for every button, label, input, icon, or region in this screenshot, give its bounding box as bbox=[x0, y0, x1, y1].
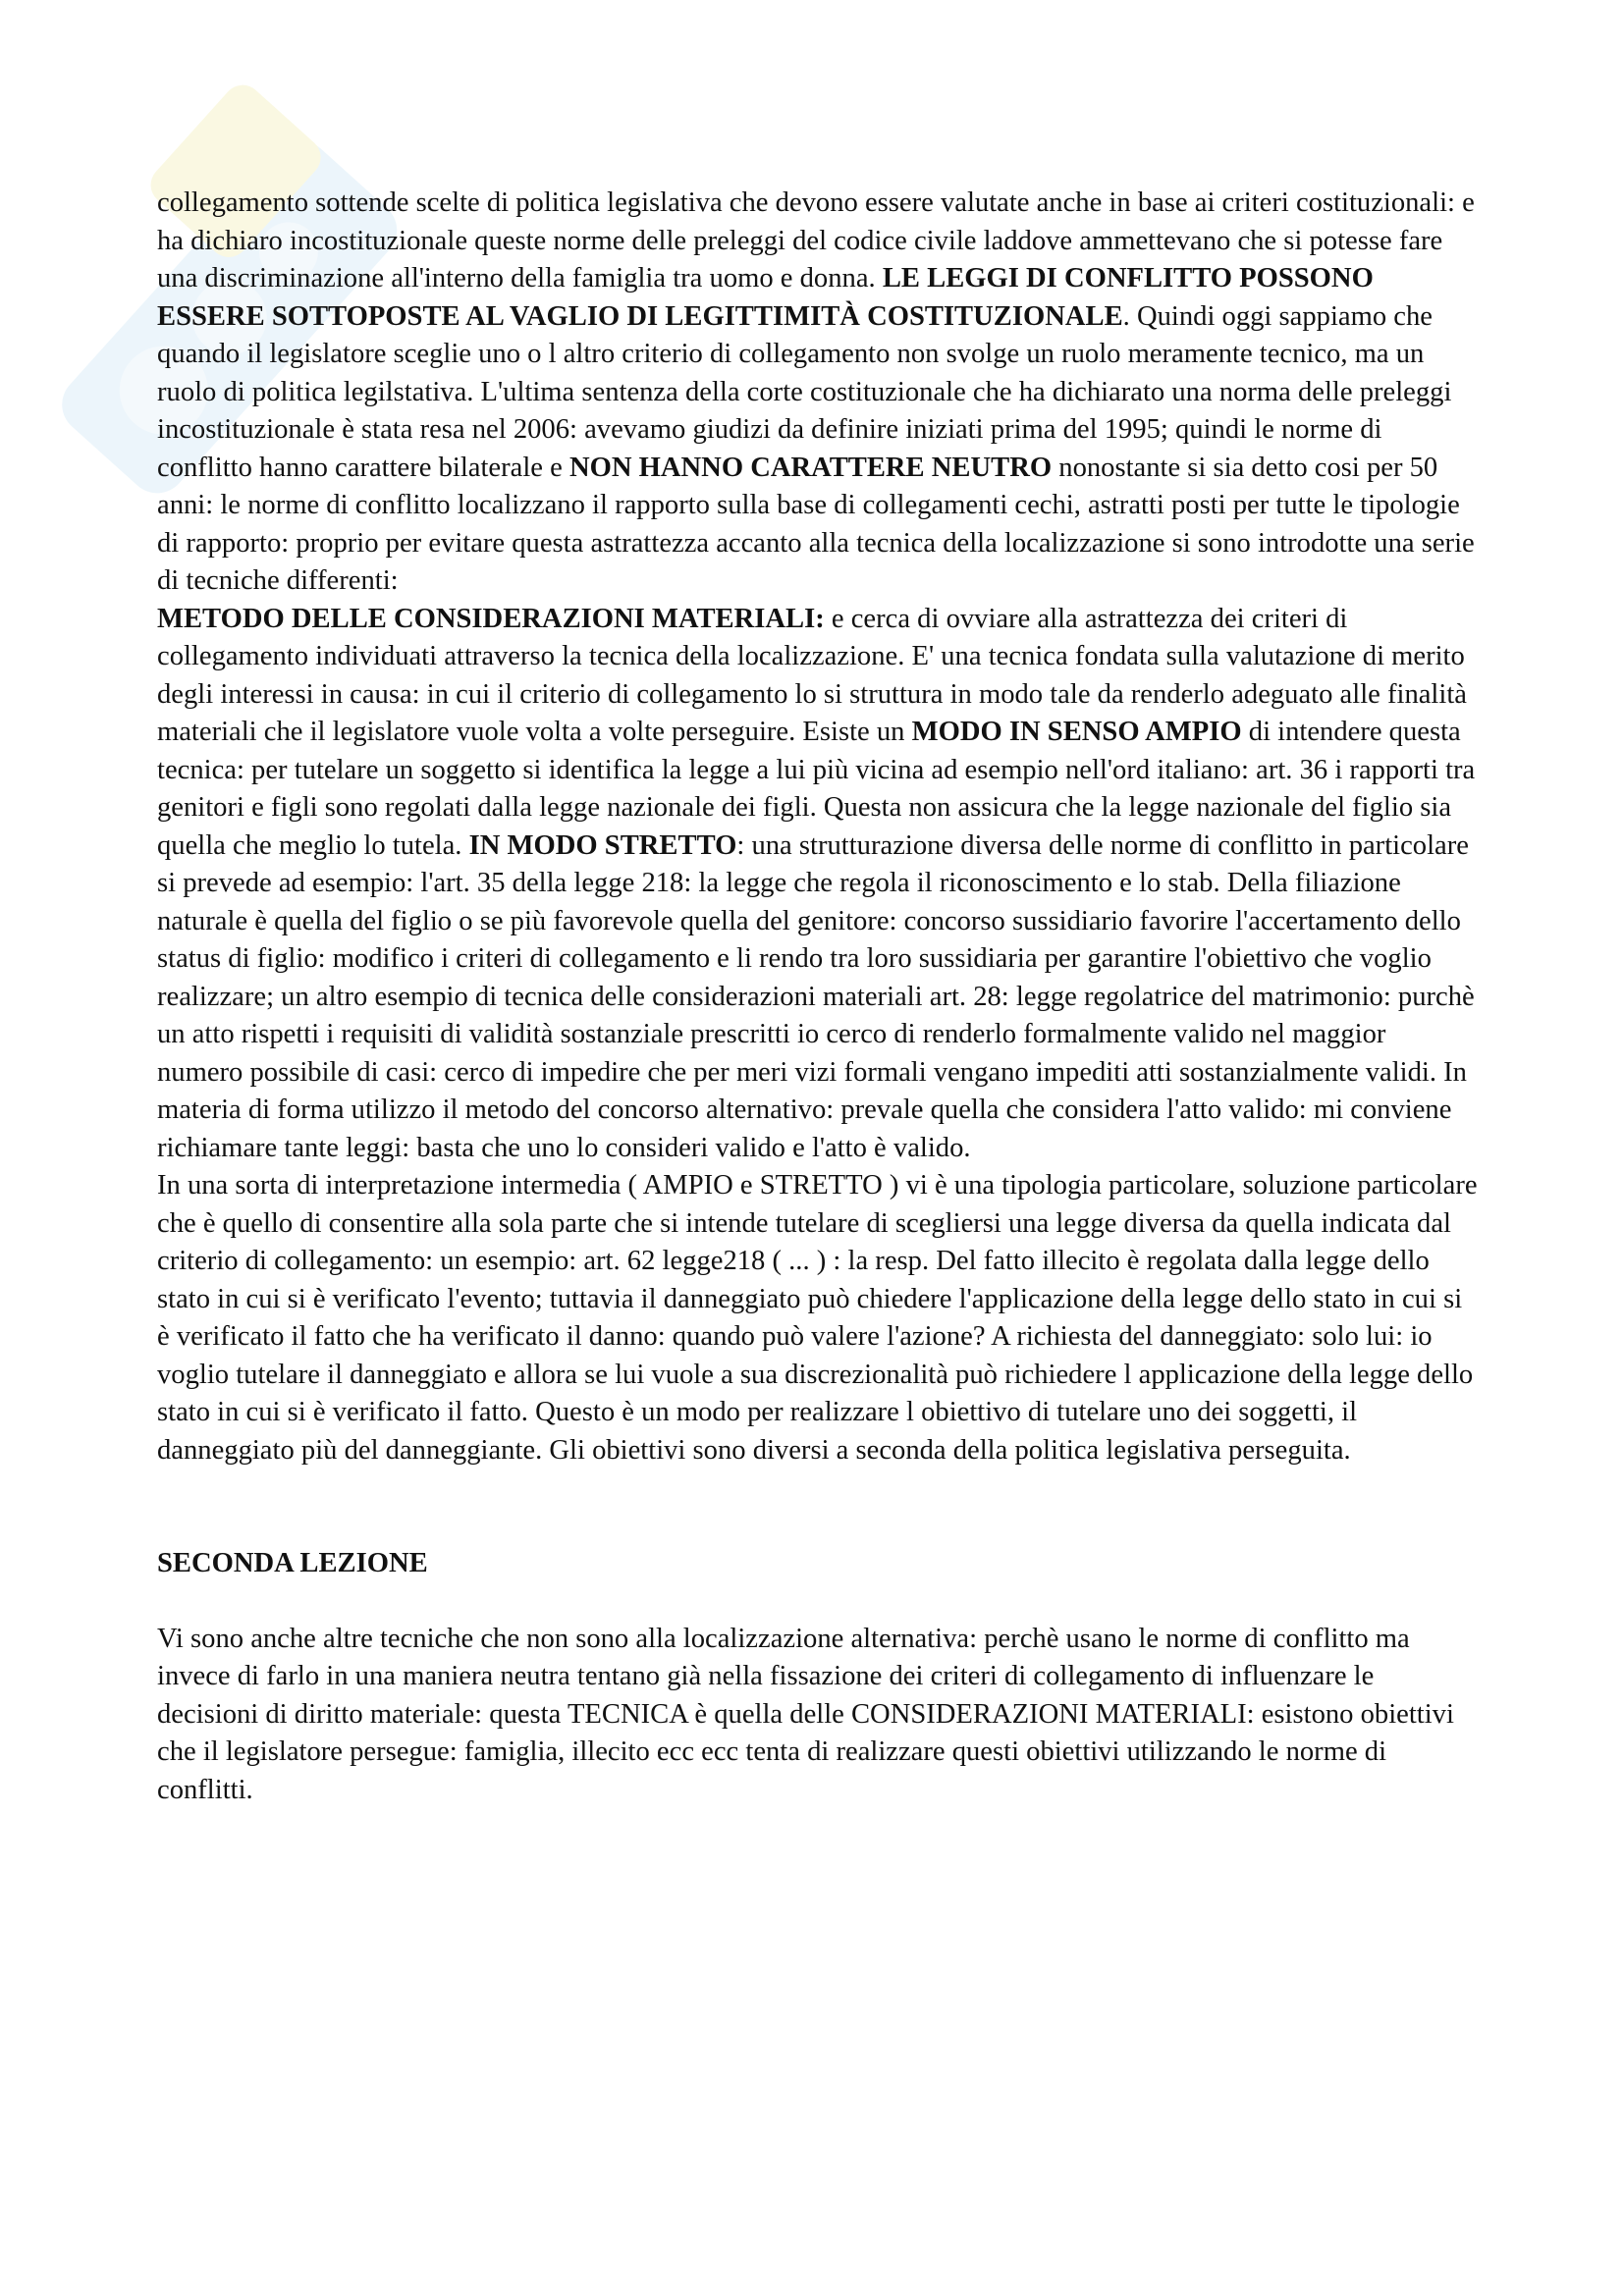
text-run: . Quindi oggi sappiamo che quando il legislatore sceglie uno o l altro criterio di collegamento non svolge un ruolo meramente tecnico, ma un ruolo di politica legilstativa. L'ultima sentenza della corte costituzionale che ha dichiarato una norma delle preleggi incostituzionale è stata resa nel 2006: avevamo giudizi da definire iniziati prima del 1995; quindi le norme di conflitto hanno carattere bilaterale e bbox=[157, 300, 1452, 483]
closing-paragraph: Vi sono anche altre tecniche che non sono alla localizzazione alternativa: perchè usano le norme di conflitto ma invece di farlo in una maniera neutra tentano già nella fissazione dei criteri di collegamento di influenzare le decisioni di diritto materiale: questa TECNICA è quella delle CONSIDERAZIONI MATERIALI: esistono obiettivi che il legislatore persegue: famiglia, illecito ecc ecc tenta di realizzare questi obiettivi utilizzando le norme di conflitti. bbox=[157, 1623, 1454, 1805]
text-run: di intendere questa tecnica: per tutelare un soggetto si identifica la legge a lui più vicina ad esempio nell'ord italiano: art. 36 i rapporti tra genitori e figli sono regolati dalla legge nazionale dei figli. Questa non assicura che la legge nazionale del figlio sia quella che meglio lo tutela. bbox=[157, 717, 1476, 861]
bold-text-run: MODO IN SENSO AMPIO bbox=[911, 717, 1242, 747]
paragraph-3 bbox=[157, 1167, 1478, 1469]
text-run: In una sorta di interpretazione intermedia ( AMPIO e STRETTO ) vi è una tipologia particolare, soluzione particolare che è quello di consentire alla sola parte che si intende tutelare di scegliersi una legge diversa da quella indicata dal criterio di collegamento: un esempio: art. 62 legge218 ( ... ) : la resp. Del fatto illecito è regolata dalla legge dello stato in cui si è verificato l'evento; tuttavia il danneggiato può chiedere l'applicazione della legge dello stato in cui si è verificato il fatto che ha verificato il danno: quando può valere l'azione? A richiesta del danneggiato: solo lui: io voglio tutelare il danneggiato e allora se lui vuole a sua discrezionalità può richiedere l applicazione della legge dello stato in cui si è verificato il fatto. Questo è un modo per realizzare l obiettivo di tutelare uno dei soggetti, il danneggiato più del danneggiante. Gli obiettivi sono diversi a seconda della politica legislativa perseguita. bbox=[157, 1170, 1478, 1466]
paragraph-2 bbox=[157, 601, 1478, 1168]
bold-text-run: METODO DELLE CONSIDERAZIONI MATERIALI: bbox=[157, 603, 825, 634]
bold-text-run: IN MODO STRETTO bbox=[468, 829, 737, 861]
text-run: collegamento sottende scelte di politica legislativa che devono essere valutate anche in base ai criteri costituzionali: e ha dichiaro incostituzionale queste norme delle preleggi del codice civile laddove ammettevano che si potesse fare una discriminazione all'interno della famiglia tra uomo e donna. bbox=[157, 187, 1475, 294]
section-heading: SECONDA LEZIONE bbox=[157, 1548, 428, 1578]
text-run: : una strutturazione diversa delle norme di conflitto in particolare si prevede ad esempio: l'art. 35 della legge 218: la legge che regola il riconoscimento e lo stab. Della filiazione naturale è quella del figlio o se più favorevole quella del genitore: concorso sussidiario favorire l'accertamento dello status di figlio: modifico i criteri di collegamento e li rendo tra loro sussidiaria per garantire l'obiettivo che voglio realizzare; un altro esempio di tecnica delle considerazioni materiali art. 28: legge regolatrice del matrimonio: purchè un atto rispetti i requisiti di validità sostanziale prescritti io cerco di renderlo formalmente valido nel maggior numero possibile di casi: cerco di impedire che per meri vizi formali vengano impediti atti sostanzialmente validi. In materia di forma utilizzo il metodo del concorso alternativo: prevale quella che considera l'atto valido: mi conviene richiamare tante leggi: basta che uno lo consideri valido e l'atto è valido. bbox=[157, 829, 1475, 1163]
text-run: e cerca di ovviare alla astrattezza dei criteri di collegamento individuati attraverso la tecnica della localizzazione. E' una tecnica fondata sulla valutazione di merito degli interessi in causa: in cui il criterio di collegamento lo si struttura in modo tale da renderlo adeguato alle finalità materiali che il legislatore vuole volta a volte perseguire. Esiste un bbox=[157, 603, 1467, 747]
bold-text-run: NON HANNO CARATTERE NEUTRO bbox=[568, 452, 1053, 483]
bold-text-run: LE LEGGI DI CONFLITTO POSSONO ESSERE SOTTOPOSTE AL VAGLIO DI LEGITTIMITÀ COSTITUZIONALE bbox=[157, 263, 1374, 332]
document-body bbox=[157, 185, 1478, 1809]
paragraph-1 bbox=[157, 185, 1478, 601]
text-run: nonostante si sia detto cosi per 50 anni: le norme di conflitto localizzano il rapporto sulla base di collegamenti cechi, astratti posti per tutte le tipologie di rapporto: proprio per evitare questa astrattezza accanto alla tecnica della localizzazione si sono introdotte una serie di tecniche differenti: bbox=[157, 452, 1475, 596]
